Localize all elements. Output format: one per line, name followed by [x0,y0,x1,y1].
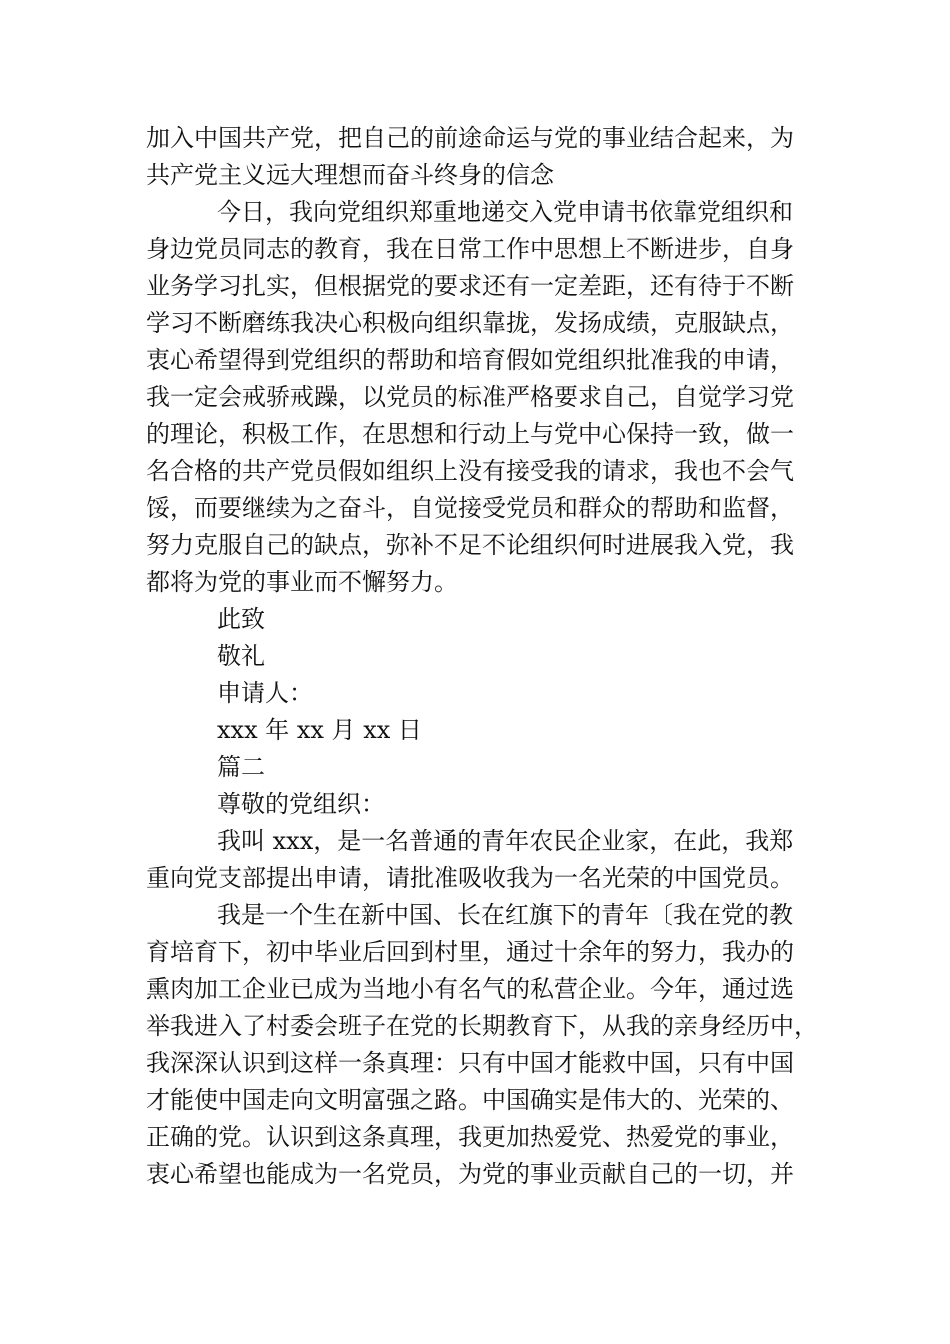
text-line: 我一定会戒骄戒躁，以党员的标准严格要求自己，自觉学习党 [146,383,794,411]
text-line: 的理论，积极工作，在思想和行动上与党中心保持一致，做一 [146,420,794,448]
text-line: 学习不断磨练我决心积极向组织靠拢，发扬成绩，克服缺点， [146,309,794,337]
text-line: 重向党支部提出申请，请批准吸收我为一名光荣的中国党员。 [146,864,794,892]
text-line: 我是一个生在新中国、长在红旗下的青年〔我在党的教 [217,901,793,929]
text-line: 我深深认识到这样一条真理：只有中国才能救中国，只有中国 [146,1049,794,1077]
text-line: 衷心希望得到党组织的帮助和培育假如党组织批准我的申请， [146,346,794,374]
text-line: 敬礼 [217,642,265,670]
text-line: 此致 [217,605,265,633]
text-line: 馁，而要继续为之奋斗，自觉接受党员和群众的帮助和监督， [146,494,794,522]
text-line: 都将为党的事业而不懈努力。 [146,568,458,596]
text-line: 正确的党。认识到这条真理，我更加热爱党、热爱党的事业， [146,1123,794,1151]
text-line: 身边党员同志的教育，我在日常工作中思想上不断进步，自身 [146,235,794,263]
text-line: 申请人： [217,679,313,707]
text-line: 举我进入了村委会班子在党的长期教育下，从我的亲身经历中， [146,1012,818,1040]
text-line: xxx 年 xx 月 xx 日 [217,716,422,744]
text-line: 共产党主义远大理想而奋斗终身的信念 [146,161,554,189]
text-line: 才能使中国走向文明富强之路。中国确实是伟大的、光荣的、 [146,1086,794,1114]
text-line: 育培育下，初中毕业后回到村里，通过十余年的努力，我办的 [146,938,794,966]
text-line: 我叫 xxx，是一名普通的青年农民企业家，在此，我郑 [217,827,794,855]
text-line: 篇二 [217,753,265,781]
text-line: 衷心希望也能成为一名党员，为党的事业贡献自己的一切，并 [146,1160,794,1188]
text-line: 尊敬的党组织： [217,790,385,818]
text-line: 名合格的共产党员假如组织上没有接受我的请求，我也不会气 [146,457,794,485]
text-line: 熏肉加工企业已成为当地小有名气的私营企业。今年，通过选 [146,975,794,1003]
text-line: 加入中国共产党，把自己的前途命运与党的事业结合起来，为 [146,124,794,152]
document-body [146,120,818,1193]
text-line: 业务学习扎实，但根据党的要求还有一定差距，还有待于不断 [146,272,794,300]
text-line: 今日，我向党组织郑重地递交入党申请书依靠党组织和 [217,198,793,226]
text-line: 努力克服自己的缺点，弥补不足不论组织何时进展我入党，我 [146,531,794,559]
